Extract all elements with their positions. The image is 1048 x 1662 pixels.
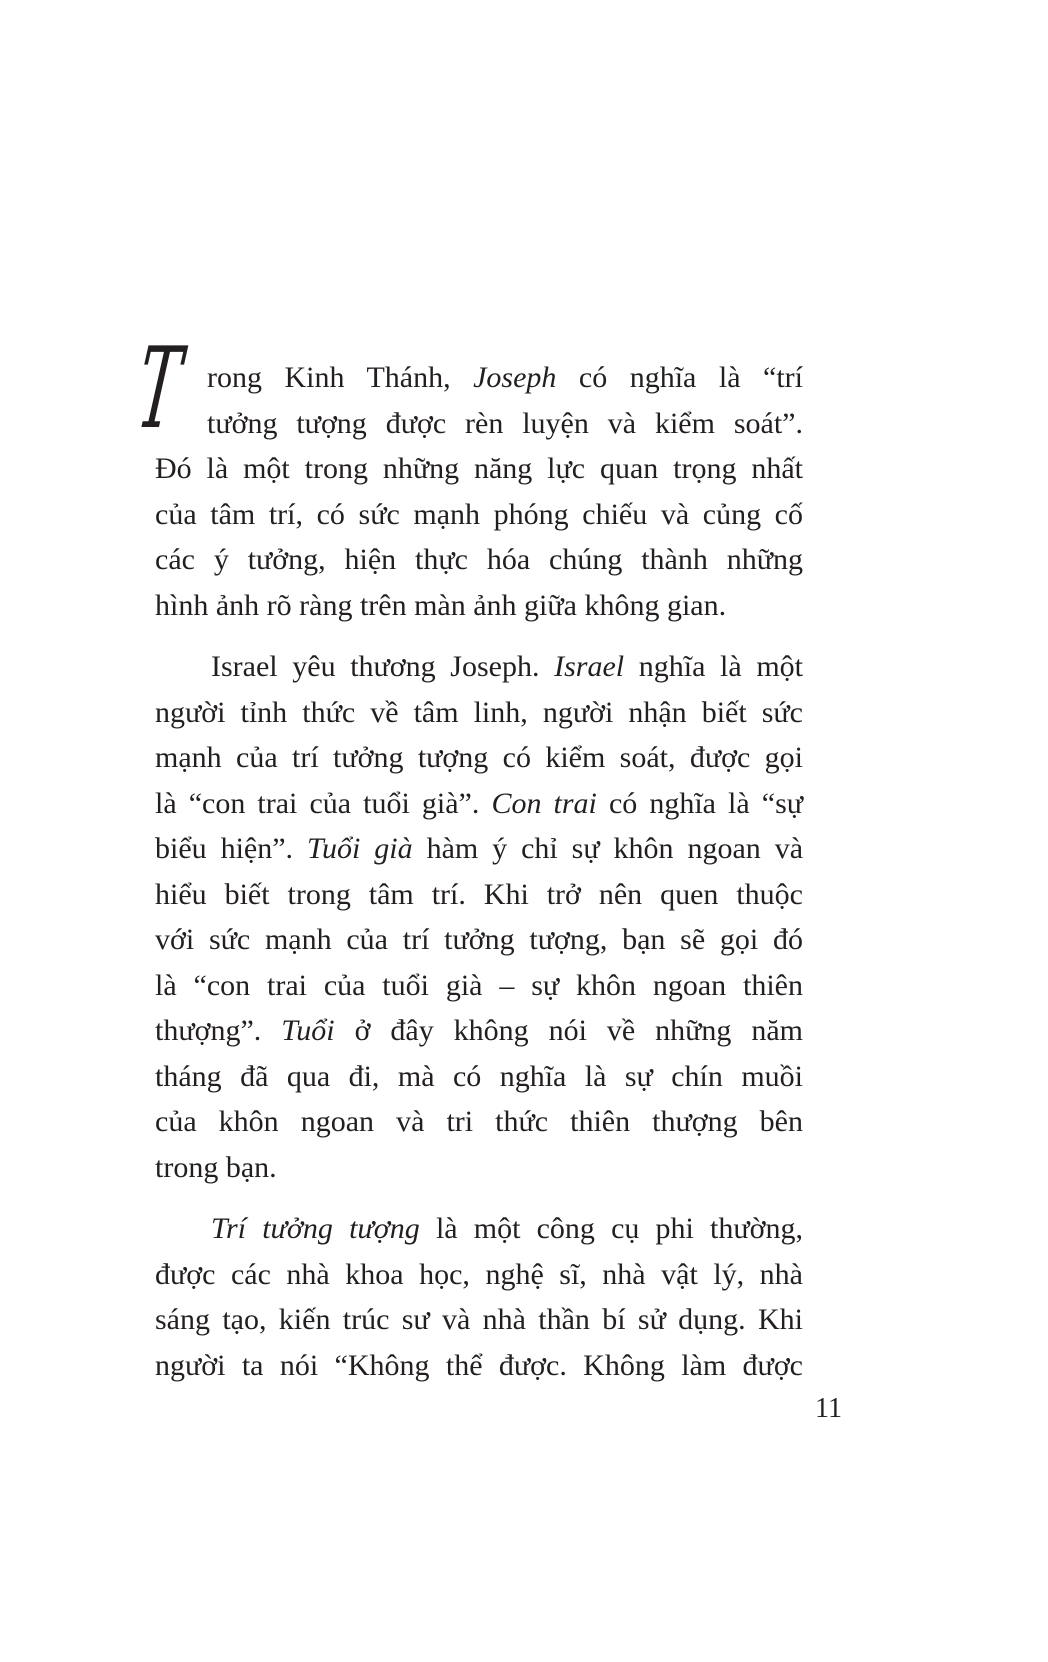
text-line: là “con trai của tuổi già – sự khôn ngoan thiên bbox=[155, 968, 803, 1002]
text-line: thượng”. Tuổi ở đây không nói về những năm bbox=[155, 1014, 803, 1047]
text-line: mạnh của trí tưởng tượng có kiểm soát, được gọi bbox=[155, 741, 803, 774]
paragraph-2 bbox=[155, 644, 803, 1190]
italic-term: Tuổi già bbox=[306, 832, 413, 865]
text-line: sáng tạo, kiến trúc sư và nhà thần bí sử dụng. Khi bbox=[155, 1303, 803, 1336]
text-line: hiểu biết trong tâm trí. Khi trở nên quen thuộc bbox=[155, 877, 803, 911]
text-line: các ý tưởng, hiện thực hóa chúng thành những bbox=[155, 543, 803, 576]
page-number: 11 bbox=[815, 1393, 842, 1424]
text-line: được các nhà khoa học, nghệ sĩ, nhà vật lý, nhà bbox=[155, 1257, 803, 1291]
paragraph-1 bbox=[130, 324, 803, 628]
italic-term: Con trai bbox=[491, 786, 597, 820]
text-line: tưởng tượng được rèn luyện và kiểm soát”. bbox=[207, 406, 803, 440]
text-line: người tỉnh thức về tâm linh, người nhận biết sức bbox=[155, 695, 803, 729]
drop-cap: T bbox=[130, 324, 188, 454]
text-line: hình ảnh rõ ràng trên màn ảnh giữa không gian. bbox=[155, 588, 727, 622]
italic-term: Tuổi bbox=[281, 1014, 335, 1047]
text-line: của tâm trí, có sức mạnh phóng chiếu và củng cố bbox=[155, 497, 803, 531]
text-line: người ta nói “Không thể được. Không làm được bbox=[155, 1348, 803, 1382]
paragraph-3 bbox=[155, 1206, 803, 1388]
text-line: Israel yêu thương Joseph. Israel nghĩa là một bbox=[211, 650, 804, 683]
text-line: Trí tưởng tượng là một công cụ phi thường, bbox=[211, 1212, 803, 1245]
text-line: với sức mạnh của trí tưởng tượng, bạn sẽ gọi đó bbox=[155, 923, 803, 956]
text-line: tháng đã qua đi, mà có nghĩa là sự chín muồi bbox=[155, 1059, 803, 1093]
italic-term: Trí tưởng tượng bbox=[211, 1212, 420, 1245]
italic-term: Joseph bbox=[473, 361, 557, 394]
text-line: trong bạn. bbox=[155, 1150, 277, 1184]
text-line: Đó là một trong những năng lực quan trọng nhất bbox=[155, 452, 803, 485]
text-line: là “con trai của tuổi già”. Con trai có nghĩa là “sự bbox=[155, 786, 804, 820]
text-line: biểu hiện”. Tuổi già hàm ý chỉ sự khôn ngoan và bbox=[155, 832, 804, 865]
italic-term: Israel bbox=[554, 650, 625, 683]
text-line: của khôn ngoan và tri thức thiên thượng bên bbox=[155, 1105, 803, 1138]
text-line: rong Kinh Thánh, Joseph có nghĩa là “trí bbox=[207, 361, 803, 394]
body-text bbox=[130, 324, 804, 1388]
